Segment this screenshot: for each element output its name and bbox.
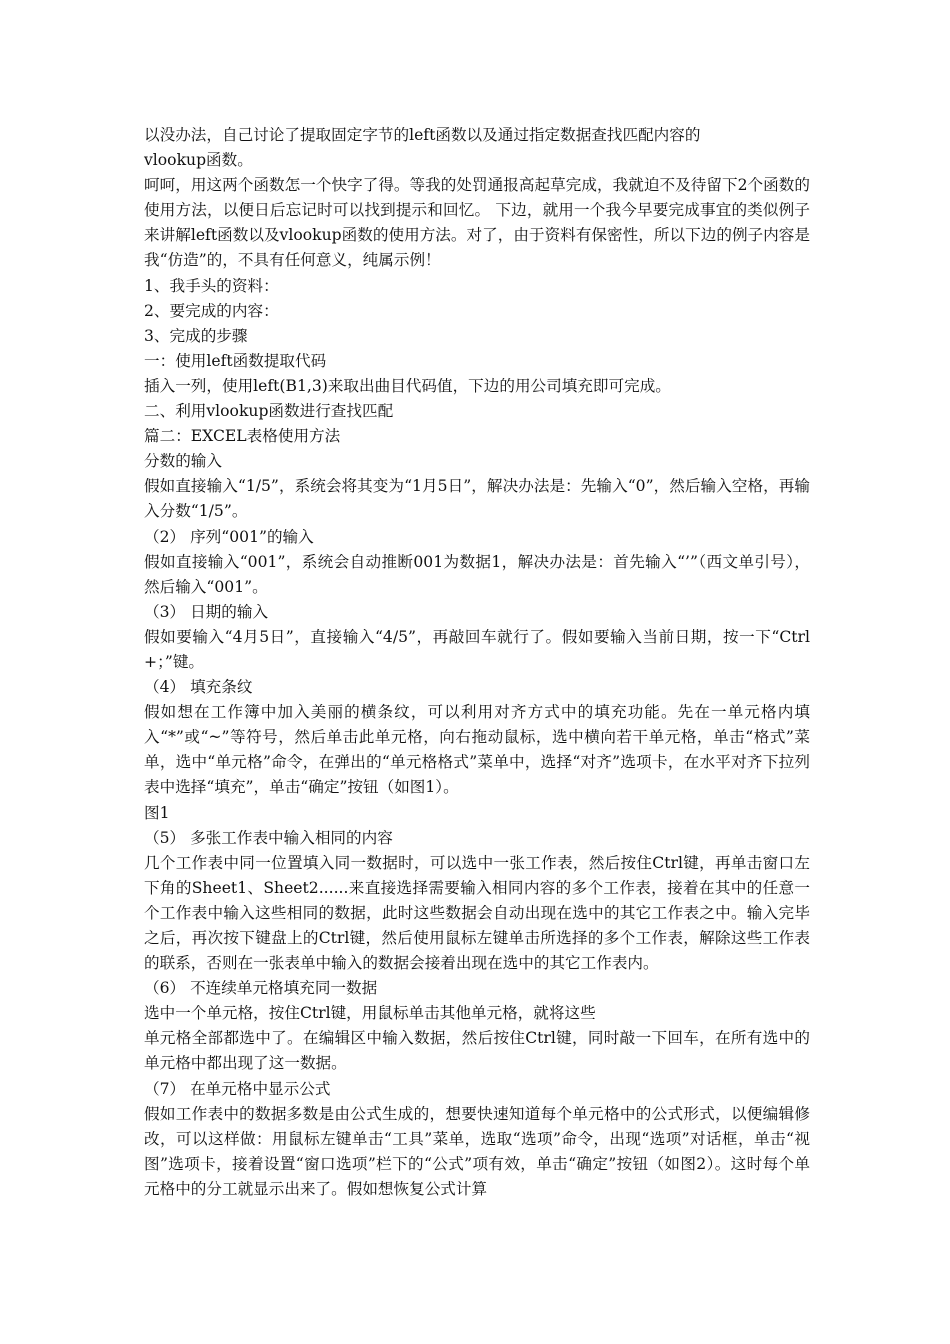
paragraph-noncontiguous-fill-1: 选中一个单元格，按住Ctrl键，用鼠标单击其他单元格，就将这些 xyxy=(144,1004,596,1023)
paragraph-noncontiguous-fill-2: 单元格全部都选中了。在编辑区中输入数据，然后按住Ctrl键，同时敲一下回车，在所有选中的单元格中都出现了这一数据。 xyxy=(144,1029,810,1073)
paragraph-date-input: 假如要输入“4月5日”，直接输入“4/5”，再敲回车就行了。假如要输入当前日期，按一下“Ctrl+；”键。 xyxy=(144,627,810,671)
list-item-materials: 1、我手头的资料： xyxy=(144,276,279,295)
paragraph-intro-line-2: vlookup函数。 xyxy=(144,151,253,170)
subheading-show-formulas: （7） 在单元格中显示公式 xyxy=(144,1079,331,1098)
subheading-noncontiguous-fill: （6） 不连续单元格填充同一数据 xyxy=(144,979,378,998)
paragraph-show-formulas: 假如工作表中的数据多数是由公式生成的，想要快速知道每个单元格中的公式形式，以便编辑修改，可以这样做：用鼠标左键单击“工具”菜单，选取“选项”命令，出现“选项”对话框，单击“视图”选项卡，接着设置“窗口选项”栏下的“公式”项有效，单击“确定”按钮（如图2）。这时每个单元格中的分工就显示出来了。假如想恢复公式计算 xyxy=(144,1104,810,1198)
subheading-fill-stripes: （4） 填充条纹 xyxy=(144,678,253,697)
step-heading-left: 一：使用left函数提取代码 xyxy=(144,351,327,370)
list-item-steps: 3、完成的步骤 xyxy=(144,326,248,345)
step-body-left: 插入一列，使用left(B1,3)来取出曲目代码值，下边的用公司填充即可完成。 xyxy=(144,376,671,395)
subheading-multi-sheet: （5） 多张工作表中输入相同的内容 xyxy=(144,828,393,847)
subheading-fraction-input: 分数的输入 xyxy=(144,452,222,471)
paragraph-sequence-input: 假如直接输入“001”，系统会自动推断001为数据1，解决办法是：首先输入“’”（西文单引号），然后输入“001”。 xyxy=(144,552,810,596)
document-body xyxy=(144,123,810,1202)
paragraph-explanation: 呵呵，用这两个函数怎一个快字了得。等我的处罚通报高起草完成，我就迫不及待留下2个函数的使用方法，以便日后忘记时可以找到提示和回忆。 下边，就用一个我今早要完成事宜的类似例子来讲解left函数以及vlookup函数的使用方法。对了，由于资料有保密性，所以下边的例子内容是我“仿造”的，不具有任何意义，纯属示例！ xyxy=(144,176,810,270)
subheading-date-input: （3） 日期的输入 xyxy=(144,602,269,621)
figure-caption-1: 图1 xyxy=(144,803,170,822)
paragraph-fill-stripes: 假如想在工作簿中加入美丽的横条纹，可以利用对齐方式中的填充功能。先在一单元格内填入“*”或“~”等符号，然后单击此单元格，向右拖动鼠标，选中横向若干单元格，单击“格式”菜单，选中“单元格”命令，在弹出的“单元格格式”菜单中，选择“对齐”选项卡，在水平对齐下拉列表中选择“填充”，单击“确定”按钮（如图1）。 xyxy=(144,703,810,797)
section-heading-excel: 篇二：EXCEL表格使用方法 xyxy=(144,427,341,446)
list-item-goals: 2、要完成的内容： xyxy=(144,301,279,320)
paragraph-fraction-input: 假如直接输入“1/5”，系统会将其变为“1月5日”，解决办法是：先输入“0”，然后输入空格，再输入分数“1/5”。 xyxy=(144,477,810,521)
paragraph-multi-sheet: 几个工作表中同一位置填入同一数据时，可以选中一张工作表，然后按住Ctrl键，再单击窗口左下角的Sheet1、Sheet2......来直接选择需要输入相同内容的多个工作表，接着在其中的任意一个工作表中输入这些相同的数据，此时这些数据会自动出现在选中的其它工作表之中。输入完毕之后，再次按下键盘上的Ctrl键，然后使用鼠标左键单击所选择的多个工作表，解除这些工作表的联系，否则在一张表单中输入的数据会接着出现在选中的其它工作表内。 xyxy=(144,853,810,973)
step-heading-vlookup: 二、利用vlookup函数进行查找匹配 xyxy=(144,402,394,421)
paragraph-intro-line-1: 以没办法，自己讨论了提取固定字节的left函数以及通过指定数据查找匹配内容的 xyxy=(144,126,701,144)
subheading-sequence-input: （2） 序列“001”的输入 xyxy=(144,527,314,546)
